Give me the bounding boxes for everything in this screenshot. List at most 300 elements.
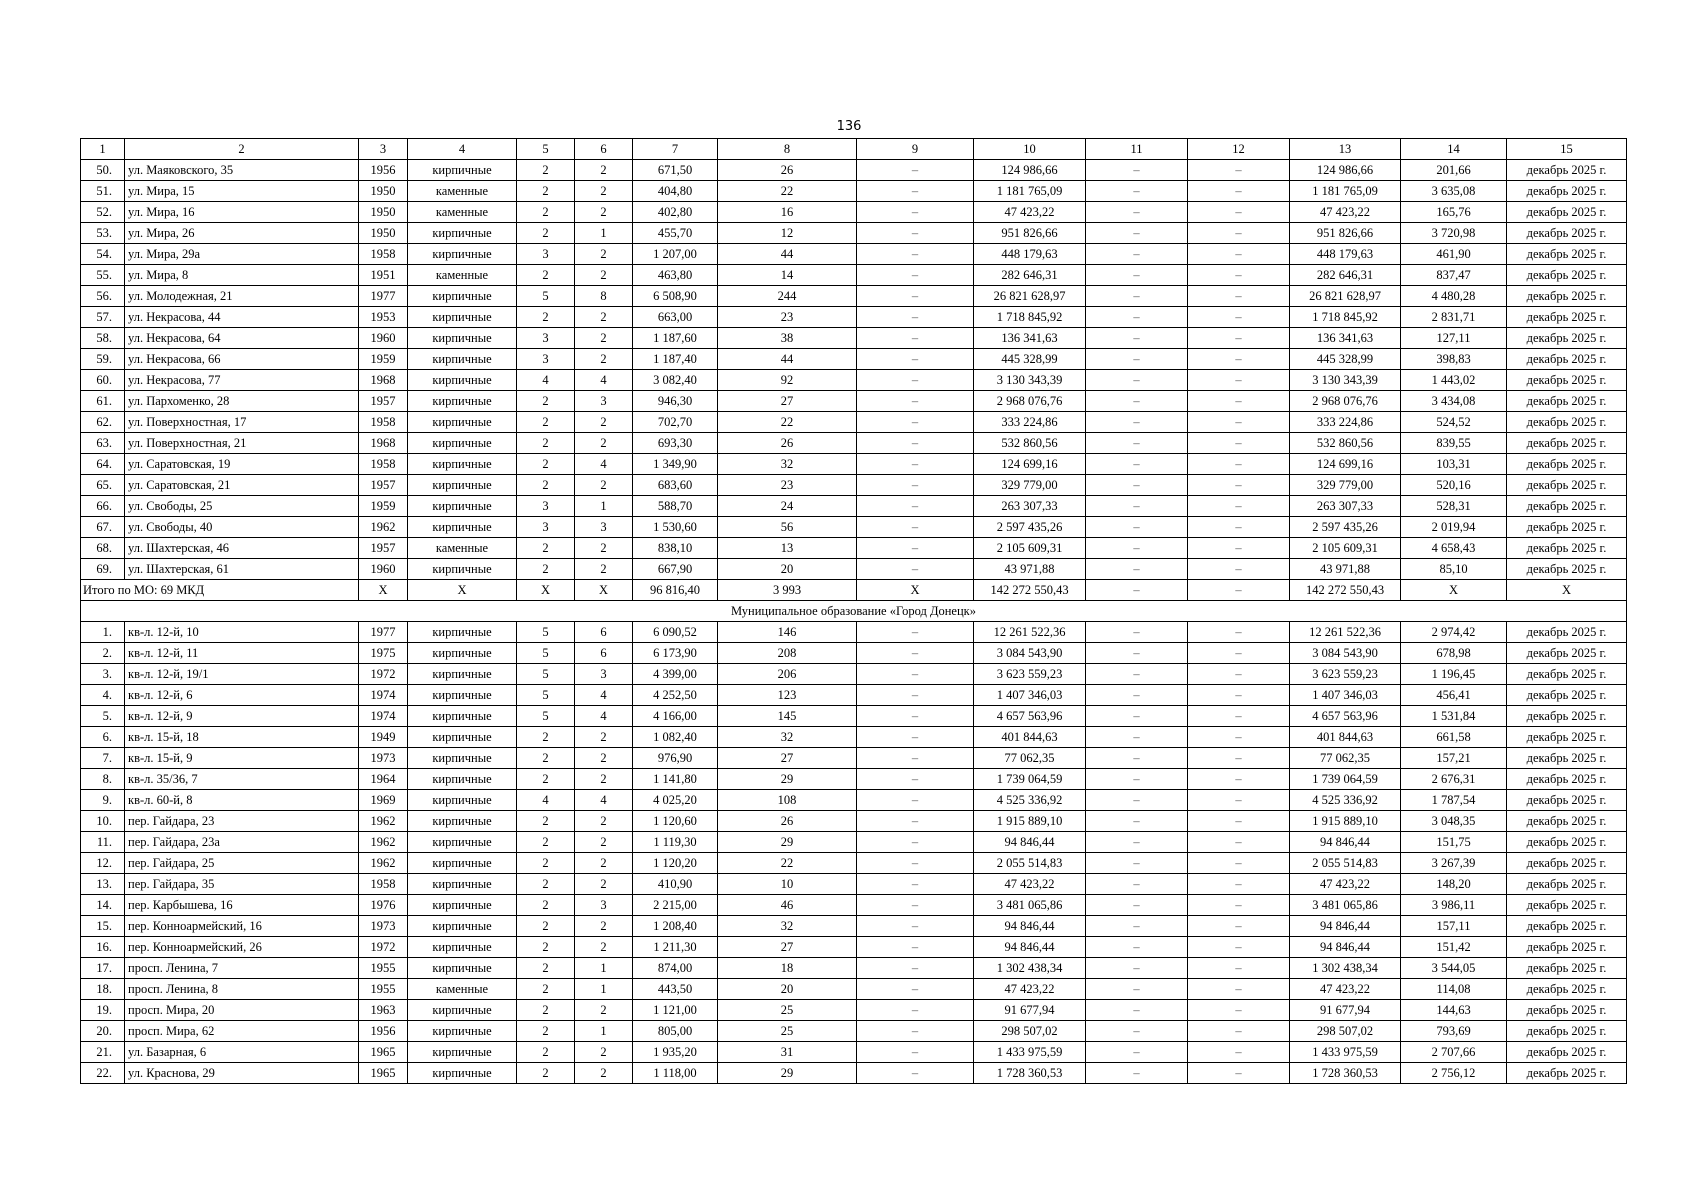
table-cell-col-11: –	[1086, 475, 1188, 496]
table-cell-col-12: –	[1188, 370, 1290, 391]
table-cell-col-14: 2 707,66	[1401, 1042, 1507, 1063]
table-cell-col-7: 667,90	[633, 559, 718, 580]
table-cell-col-7: 1 121,00	[633, 1000, 718, 1021]
table-cell-col-15: декабрь 2025 г.	[1507, 937, 1627, 958]
table-cell-col-1: 13.	[81, 874, 125, 895]
table-cell-col-11: –	[1086, 874, 1188, 895]
table-cell-col-10: 4 657 563,96	[974, 706, 1086, 727]
table-cell-col-12: –	[1188, 307, 1290, 328]
table-cell-col-9: –	[857, 958, 974, 979]
table-cell-col-10: 47 423,22	[974, 979, 1086, 1000]
table-cell-col-8: 31	[718, 1042, 857, 1063]
total-row-cell-col-12: –	[1188, 580, 1290, 601]
table-cell-col-12: –	[1188, 832, 1290, 853]
table-cell-col-12: –	[1188, 433, 1290, 454]
table-cell-col-2: пер. Конноармейский, 16	[125, 916, 359, 937]
table-cell-col-15: декабрь 2025 г.	[1507, 1063, 1627, 1084]
table-cell-col-5: 2	[517, 223, 575, 244]
table-cell-col-1: 8.	[81, 769, 125, 790]
column-header-14: 14	[1401, 139, 1507, 160]
table-cell-col-1: 58.	[81, 328, 125, 349]
table-cell-col-9: –	[857, 706, 974, 727]
table-row	[81, 202, 1627, 223]
table-cell-col-15: декабрь 2025 г.	[1507, 391, 1627, 412]
table-cell-col-7: 4 025,20	[633, 790, 718, 811]
table-cell-col-15: декабрь 2025 г.	[1507, 1000, 1627, 1021]
table-cell-col-13: 951 826,66	[1290, 223, 1401, 244]
table-cell-col-5: 2	[517, 160, 575, 181]
table-cell-col-15: декабрь 2025 г.	[1507, 286, 1627, 307]
table-cell-col-8: 32	[718, 916, 857, 937]
table-row	[81, 1063, 1627, 1084]
table-cell-col-12: –	[1188, 1042, 1290, 1063]
table-cell-col-11: –	[1086, 286, 1188, 307]
table-cell-col-4: каменные	[408, 265, 517, 286]
table-cell-col-10: 282 646,31	[974, 265, 1086, 286]
table-cell-col-13: 124 986,66	[1290, 160, 1401, 181]
table-cell-col-12: –	[1188, 559, 1290, 580]
table-cell-col-6: 1	[575, 496, 633, 517]
table-cell-col-13: 263 307,33	[1290, 496, 1401, 517]
table-cell-col-1: 54.	[81, 244, 125, 265]
table-cell-col-1: 6.	[81, 727, 125, 748]
table-cell-col-4: кирпичные	[408, 433, 517, 454]
table-cell-col-15: декабрь 2025 г.	[1507, 622, 1627, 643]
table-cell-col-13: 445 328,99	[1290, 349, 1401, 370]
table-cell-col-14: 151,42	[1401, 937, 1507, 958]
table-cell-col-7: 410,90	[633, 874, 718, 895]
table-cell-col-4: кирпичные	[408, 916, 517, 937]
table-cell-col-4: кирпичные	[408, 496, 517, 517]
table-cell-col-13: 94 846,44	[1290, 916, 1401, 937]
table-cell-col-11: –	[1086, 832, 1188, 853]
table-cell-col-14: 148,20	[1401, 874, 1507, 895]
table-cell-col-4: кирпичные	[408, 517, 517, 538]
table-cell-col-2: ул. Молодежная, 21	[125, 286, 359, 307]
table-cell-col-10: 1 433 975,59	[974, 1042, 1086, 1063]
table-cell-col-15: декабрь 2025 г.	[1507, 1042, 1627, 1063]
table-cell-col-1: 14.	[81, 895, 125, 916]
table-cell-col-3: 1957	[359, 475, 408, 496]
table-cell-col-13: 3 130 343,39	[1290, 370, 1401, 391]
table-cell-col-15: декабрь 2025 г.	[1507, 874, 1627, 895]
table-cell-col-3: 1949	[359, 727, 408, 748]
table-cell-col-4: кирпичные	[408, 370, 517, 391]
table-row	[81, 895, 1627, 916]
table-cell-col-6: 2	[575, 937, 633, 958]
table-cell-col-14: 1 443,02	[1401, 370, 1507, 391]
total-row-cell-col-5: X	[517, 580, 575, 601]
table-cell-col-11: –	[1086, 370, 1188, 391]
table-cell-col-4: кирпичные	[408, 790, 517, 811]
table-cell-col-9: –	[857, 916, 974, 937]
table-cell-col-6: 2	[575, 202, 633, 223]
table-row	[81, 559, 1627, 580]
table-cell-col-2: ул. Свободы, 25	[125, 496, 359, 517]
table-cell-col-1: 56.	[81, 286, 125, 307]
table-cell-col-9: –	[857, 643, 974, 664]
table-cell-col-10: 4 525 336,92	[974, 790, 1086, 811]
table-cell-col-12: –	[1188, 328, 1290, 349]
table-cell-col-4: каменные	[408, 181, 517, 202]
table-cell-col-15: декабрь 2025 г.	[1507, 202, 1627, 223]
table-cell-col-11: –	[1086, 790, 1188, 811]
table-cell-col-5: 2	[517, 1021, 575, 1042]
table-cell-col-11: –	[1086, 349, 1188, 370]
table-cell-col-3: 1973	[359, 916, 408, 937]
table-row	[81, 790, 1627, 811]
table-row	[81, 937, 1627, 958]
table-cell-col-10: 94 846,44	[974, 937, 1086, 958]
table-cell-col-8: 32	[718, 454, 857, 475]
table-cell-col-3: 1956	[359, 160, 408, 181]
table-cell-col-9: –	[857, 811, 974, 832]
table-cell-col-1: 53.	[81, 223, 125, 244]
table-cell-col-13: 401 844,63	[1290, 727, 1401, 748]
table-cell-col-10: 263 307,33	[974, 496, 1086, 517]
table-cell-col-4: кирпичные	[408, 244, 517, 265]
table-cell-col-8: 27	[718, 937, 857, 958]
table-cell-col-11: –	[1086, 160, 1188, 181]
table-cell-col-6: 2	[575, 433, 633, 454]
table-cell-col-7: 976,90	[633, 748, 718, 769]
table-cell-col-14: 114,08	[1401, 979, 1507, 1000]
table-cell-col-7: 2 215,00	[633, 895, 718, 916]
table-cell-col-4: кирпичные	[408, 664, 517, 685]
table-row	[81, 181, 1627, 202]
table-cell-col-8: 25	[718, 1021, 857, 1042]
table-cell-col-15: декабрь 2025 г.	[1507, 433, 1627, 454]
table-cell-col-13: 298 507,02	[1290, 1021, 1401, 1042]
table-cell-col-12: –	[1188, 202, 1290, 223]
table-cell-col-2: кв-л. 15-й, 18	[125, 727, 359, 748]
table-cell-col-13: 3 481 065,86	[1290, 895, 1401, 916]
table-cell-col-12: –	[1188, 769, 1290, 790]
table-cell-col-6: 2	[575, 916, 633, 937]
table-cell-col-10: 3 130 343,39	[974, 370, 1086, 391]
table-row	[81, 286, 1627, 307]
section-header-row	[81, 601, 1627, 622]
table-cell-col-2: ул. Поверхностная, 21	[125, 433, 359, 454]
table-cell-col-7: 1 349,90	[633, 454, 718, 475]
table-cell-col-2: пер. Гайдара, 23а	[125, 832, 359, 853]
table-cell-col-5: 2	[517, 265, 575, 286]
table-cell-col-12: –	[1188, 748, 1290, 769]
table-cell-col-11: –	[1086, 895, 1188, 916]
table-cell-col-1: 7.	[81, 748, 125, 769]
table-cell-col-14: 1 531,84	[1401, 706, 1507, 727]
table-cell-col-8: 12	[718, 223, 857, 244]
table-cell-col-11: –	[1086, 265, 1188, 286]
table-cell-col-9: –	[857, 286, 974, 307]
table-cell-col-13: 94 846,44	[1290, 832, 1401, 853]
table-cell-col-8: 46	[718, 895, 857, 916]
table-cell-col-13: 1 728 360,53	[1290, 1063, 1401, 1084]
table-row	[81, 685, 1627, 706]
table-cell-col-6: 1	[575, 958, 633, 979]
table-cell-col-12: –	[1188, 727, 1290, 748]
table-cell-col-10: 1 181 765,09	[974, 181, 1086, 202]
table-cell-col-3: 1957	[359, 538, 408, 559]
table-cell-col-1: 17.	[81, 958, 125, 979]
table-cell-col-8: 16	[718, 202, 857, 223]
table-cell-col-6: 2	[575, 769, 633, 790]
table-row	[81, 874, 1627, 895]
table-cell-col-2: ул. Шахтерская, 46	[125, 538, 359, 559]
table-cell-col-5: 3	[517, 349, 575, 370]
column-header-1: 1	[81, 139, 125, 160]
column-header-10: 10	[974, 139, 1086, 160]
table-row	[81, 853, 1627, 874]
table-cell-col-15: декабрь 2025 г.	[1507, 685, 1627, 706]
table-cell-col-8: 14	[718, 265, 857, 286]
table-cell-col-14: 2 676,31	[1401, 769, 1507, 790]
table-cell-col-3: 1955	[359, 979, 408, 1000]
table-cell-col-6: 2	[575, 1063, 633, 1084]
table-cell-col-7: 1 120,20	[633, 853, 718, 874]
table-cell-col-8: 27	[718, 748, 857, 769]
table-cell-col-11: –	[1086, 685, 1188, 706]
table-cell-col-3: 1958	[359, 244, 408, 265]
table-cell-col-2: ул. Свободы, 40	[125, 517, 359, 538]
table-cell-col-2: кв-л. 12-й, 9	[125, 706, 359, 727]
table-cell-col-12: –	[1188, 622, 1290, 643]
table-cell-col-11: –	[1086, 1021, 1188, 1042]
table-cell-col-14: 165,76	[1401, 202, 1507, 223]
table-row	[81, 454, 1627, 475]
table-cell-col-9: –	[857, 895, 974, 916]
table-cell-col-15: декабрь 2025 г.	[1507, 454, 1627, 475]
table-row	[81, 769, 1627, 790]
table-cell-col-7: 1 118,00	[633, 1063, 718, 1084]
table-cell-col-2: ул. Мира, 8	[125, 265, 359, 286]
table-cell-col-15: декабрь 2025 г.	[1507, 370, 1627, 391]
table-cell-col-15: декабрь 2025 г.	[1507, 265, 1627, 286]
table-cell-col-1: 18.	[81, 979, 125, 1000]
table-cell-col-1: 61.	[81, 391, 125, 412]
table-row	[81, 622, 1627, 643]
table-cell-col-2: ул. Мира, 16	[125, 202, 359, 223]
table-cell-col-15: декабрь 2025 г.	[1507, 160, 1627, 181]
table-cell-col-12: –	[1188, 475, 1290, 496]
table-cell-col-4: кирпичные	[408, 223, 517, 244]
table-cell-col-13: 448 179,63	[1290, 244, 1401, 265]
table-cell-col-2: пер. Гайдара, 25	[125, 853, 359, 874]
table-cell-col-9: –	[857, 433, 974, 454]
table-cell-col-11: –	[1086, 244, 1188, 265]
table-cell-col-3: 1960	[359, 328, 408, 349]
table-cell-col-8: 25	[718, 1000, 857, 1021]
table-cell-col-9: –	[857, 1021, 974, 1042]
table-row	[81, 160, 1627, 181]
table-cell-col-8: 20	[718, 559, 857, 580]
table-cell-col-7: 1 207,00	[633, 244, 718, 265]
table-cell-col-11: –	[1086, 1042, 1188, 1063]
table-row	[81, 328, 1627, 349]
table-cell-col-6: 6	[575, 622, 633, 643]
table-cell-col-8: 44	[718, 244, 857, 265]
table-cell-col-12: –	[1188, 412, 1290, 433]
table-cell-col-9: –	[857, 328, 974, 349]
table-cell-col-8: 26	[718, 160, 857, 181]
table-cell-col-12: –	[1188, 244, 1290, 265]
table-cell-col-12: –	[1188, 160, 1290, 181]
table-cell-col-11: –	[1086, 1000, 1188, 1021]
table-cell-col-12: –	[1188, 958, 1290, 979]
table-row	[81, 370, 1627, 391]
table-cell-col-8: 29	[718, 1063, 857, 1084]
table-cell-col-9: –	[857, 412, 974, 433]
table-cell-col-12: –	[1188, 1000, 1290, 1021]
table-cell-col-13: 532 860,56	[1290, 433, 1401, 454]
table-cell-col-10: 951 826,66	[974, 223, 1086, 244]
table-cell-col-7: 463,80	[633, 265, 718, 286]
table-cell-col-1: 68.	[81, 538, 125, 559]
table-cell-col-5: 2	[517, 853, 575, 874]
table-cell-col-14: 2 974,42	[1401, 622, 1507, 643]
table-cell-col-14: 144,63	[1401, 1000, 1507, 1021]
table-cell-col-14: 524,52	[1401, 412, 1507, 433]
table-cell-col-9: –	[857, 496, 974, 517]
table-cell-col-4: кирпичные	[408, 706, 517, 727]
table-cell-col-5: 2	[517, 1063, 575, 1084]
total-row-cell-col-7: 96 816,40	[633, 580, 718, 601]
table-cell-col-10: 136 341,63	[974, 328, 1086, 349]
table-cell-col-1: 9.	[81, 790, 125, 811]
table-cell-col-1: 16.	[81, 937, 125, 958]
table-cell-col-1: 55.	[81, 265, 125, 286]
table-cell-col-3: 1968	[359, 433, 408, 454]
table-cell-col-6: 4	[575, 370, 633, 391]
table-cell-col-15: декабрь 2025 г.	[1507, 307, 1627, 328]
table-cell-col-15: декабрь 2025 г.	[1507, 328, 1627, 349]
table-cell-col-9: –	[857, 517, 974, 538]
table-cell-col-15: декабрь 2025 г.	[1507, 769, 1627, 790]
total-row	[81, 580, 1627, 601]
table-cell-col-11: –	[1086, 958, 1188, 979]
table-cell-col-10: 448 179,63	[974, 244, 1086, 265]
table-cell-col-2: пер. Конноармейский, 26	[125, 937, 359, 958]
table-cell-col-9: –	[857, 853, 974, 874]
table-cell-col-9: –	[857, 874, 974, 895]
table-cell-col-13: 2 055 514,83	[1290, 853, 1401, 874]
table-cell-col-2: кв-л. 12-й, 10	[125, 622, 359, 643]
table-cell-col-9: –	[857, 1063, 974, 1084]
table-cell-col-6: 2	[575, 811, 633, 832]
table-cell-col-12: –	[1188, 391, 1290, 412]
table-cell-col-13: 47 423,22	[1290, 202, 1401, 223]
table-cell-col-12: –	[1188, 1063, 1290, 1084]
table-cell-col-3: 1958	[359, 454, 408, 475]
table-cell-col-3: 1972	[359, 937, 408, 958]
table-cell-col-7: 805,00	[633, 1021, 718, 1042]
table-cell-col-13: 94 846,44	[1290, 937, 1401, 958]
table-cell-col-2: ул. Мира, 15	[125, 181, 359, 202]
table-cell-col-9: –	[857, 160, 974, 181]
table-cell-col-14: 2 756,12	[1401, 1063, 1507, 1084]
table-cell-col-12: –	[1188, 349, 1290, 370]
table-cell-col-3: 1958	[359, 874, 408, 895]
table-cell-col-6: 8	[575, 286, 633, 307]
table-cell-col-11: –	[1086, 538, 1188, 559]
table-cell-col-2: кв-л. 15-й, 9	[125, 748, 359, 769]
table-cell-col-13: 124 699,16	[1290, 454, 1401, 475]
table-cell-col-7: 1 935,20	[633, 1042, 718, 1063]
table-cell-col-3: 1959	[359, 349, 408, 370]
table-cell-col-6: 4	[575, 454, 633, 475]
table-cell-col-14: 4 658,43	[1401, 538, 1507, 559]
table-cell-col-5: 5	[517, 664, 575, 685]
table-cell-col-12: –	[1188, 979, 1290, 1000]
page-number: 136	[836, 119, 862, 134]
table-cell-col-4: кирпичные	[408, 307, 517, 328]
table-cell-col-3: 1959	[359, 496, 408, 517]
table-cell-col-4: кирпичные	[408, 160, 517, 181]
table-cell-col-12: –	[1188, 517, 1290, 538]
table-cell-col-5: 3	[517, 496, 575, 517]
table-cell-col-1: 50.	[81, 160, 125, 181]
column-header-6: 6	[575, 139, 633, 160]
table-cell-col-4: каменные	[408, 979, 517, 1000]
table-cell-col-8: 29	[718, 769, 857, 790]
table-cell-col-6: 6	[575, 643, 633, 664]
table-cell-col-5: 2	[517, 1042, 575, 1063]
table-cell-col-6: 2	[575, 559, 633, 580]
table-cell-col-12: –	[1188, 223, 1290, 244]
table-cell-col-8: 146	[718, 622, 857, 643]
table-cell-col-8: 206	[718, 664, 857, 685]
table-cell-col-3: 1962	[359, 811, 408, 832]
table-cell-col-11: –	[1086, 622, 1188, 643]
table-cell-col-7: 6 173,90	[633, 643, 718, 664]
table-cell-col-5: 2	[517, 538, 575, 559]
table-cell-col-9: –	[857, 223, 974, 244]
column-header-3: 3	[359, 139, 408, 160]
table-cell-col-5: 2	[517, 727, 575, 748]
table-cell-col-13: 3 623 559,23	[1290, 664, 1401, 685]
table-cell-col-6: 3	[575, 517, 633, 538]
table-cell-col-3: 1965	[359, 1063, 408, 1084]
table-cell-col-7: 455,70	[633, 223, 718, 244]
table-cell-col-5: 2	[517, 433, 575, 454]
total-row-cell-col-6: X	[575, 580, 633, 601]
table-cell-col-4: кирпичные	[408, 622, 517, 643]
table-cell-col-5: 2	[517, 958, 575, 979]
table-cell-col-4: кирпичные	[408, 853, 517, 874]
table-cell-col-3: 1953	[359, 307, 408, 328]
table-cell-col-3: 1964	[359, 769, 408, 790]
table-cell-col-6: 3	[575, 664, 633, 685]
table-cell-col-9: –	[857, 370, 974, 391]
table-cell-col-12: –	[1188, 895, 1290, 916]
table-cell-col-5: 2	[517, 454, 575, 475]
table-cell-col-2: ул. Базарная, 6	[125, 1042, 359, 1063]
table-cell-col-2: кв-л. 12-й, 19/1	[125, 664, 359, 685]
table-cell-col-14: 3 986,11	[1401, 895, 1507, 916]
table-cell-col-10: 333 224,86	[974, 412, 1086, 433]
table-cell-col-1: 10.	[81, 811, 125, 832]
table-cell-col-4: кирпичные	[408, 811, 517, 832]
table-cell-col-10: 12 261 522,36	[974, 622, 1086, 643]
table-cell-col-14: 520,16	[1401, 475, 1507, 496]
table-cell-col-11: –	[1086, 811, 1188, 832]
table-cell-col-1: 60.	[81, 370, 125, 391]
table-cell-col-2: ул. Маяковского, 35	[125, 160, 359, 181]
total-row-cell-col-13: 142 272 550,43	[1290, 580, 1401, 601]
table-cell-col-15: декабрь 2025 г.	[1507, 832, 1627, 853]
table-row	[81, 748, 1627, 769]
table-cell-col-13: 1 915 889,10	[1290, 811, 1401, 832]
